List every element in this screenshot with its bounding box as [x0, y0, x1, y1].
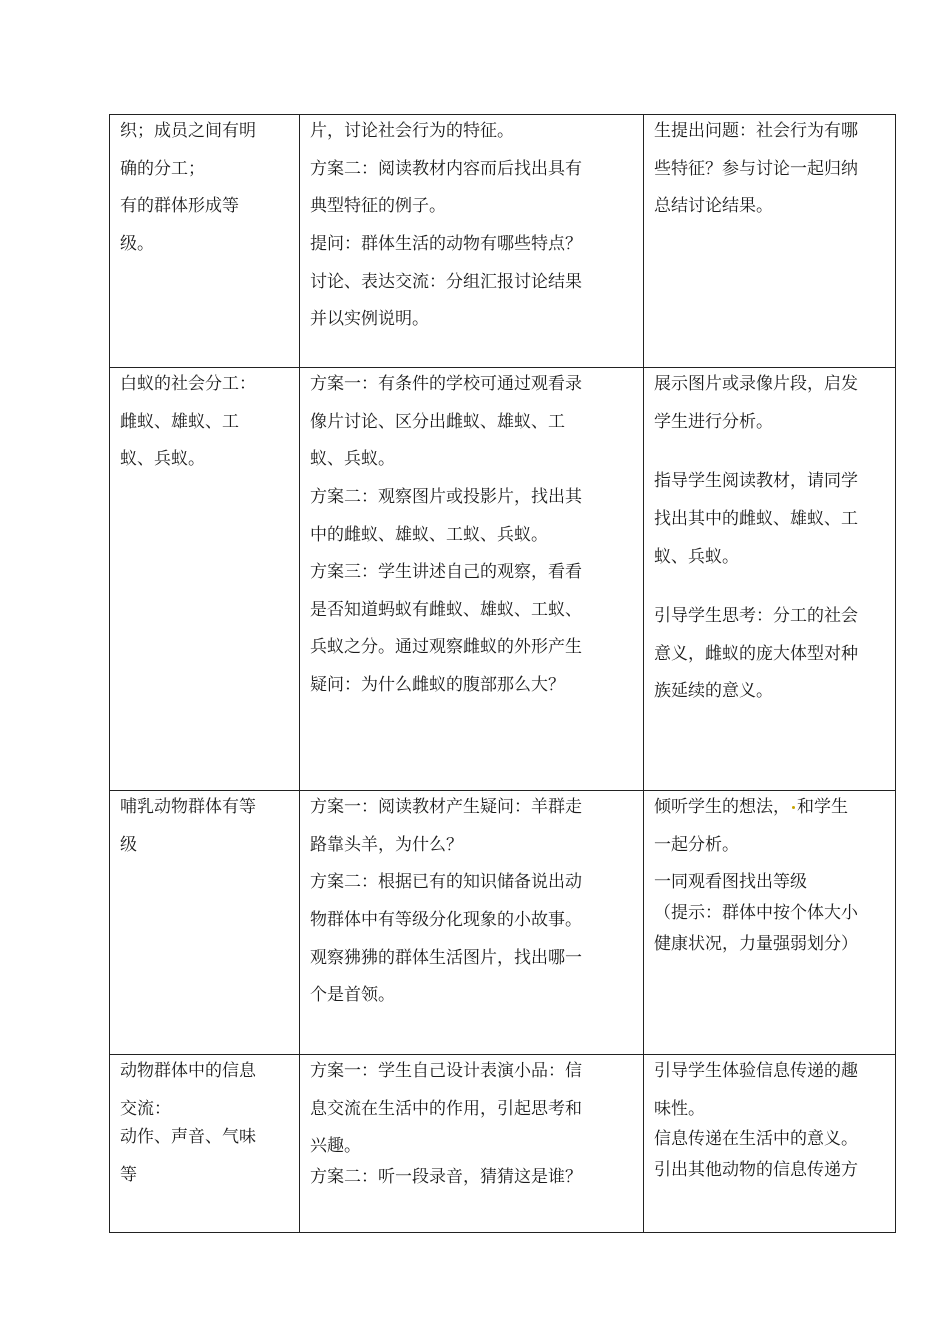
activity-cell: 片，讨论社会行为的特征。 方案二：阅读教材内容而后找出具有 典型特征的例子。 提问：群体生活的动物有哪些特点？ 讨论、表达交流：分组汇报讨论结果 并以实例说明。 [300, 115, 644, 368]
content-cell: 织；成员之间有明 确的分工； 有的群体形成等 级。 [110, 115, 300, 368]
teacher-cell: 生提出问题：社会行为有哪 些特征？参与讨论一起归纳 总结讨论结果。 [644, 115, 896, 368]
table-row [110, 115, 896, 368]
activity-cell: 方案一：有条件的学校可通过观看录 像片讨论、区分出雌蚁、雄蚁、工 蚁、兵蚁。 方案二：观察图片或投影片，找出其 中的雌蚁、雄蚁、工蚁、兵蚁。 方案三：学生讲述自己的观察，看看 是否知道蚂蚁有雌蚁、雄蚁、工蚁、 兵蚁之分。通过观察雌蚁的外形产生 疑问：为什么雌蚁的腹部那么大？ [300, 368, 644, 791]
content-cell: 白蚁的社会分工： 雌蚁、雄蚁、工 蚁、兵蚁。 [110, 368, 300, 791]
table-row [110, 791, 896, 1055]
teacher-cell: 展示图片或录像片段，启发 学生进行分析。 指导学生阅读教材，请同学 找出其中的雌蚁、雄蚁、工 蚁、兵蚁。 引导学生思考：分工的社会 意义，雌蚁的庞大体型对种 族延续的意义。 [644, 368, 896, 791]
activity-cell: 方案一：阅读教材产生疑问：羊群走 路靠头羊，为什么？ 方案二：根据已有的知识储备说出动 物群体中有等级分化现象的小故事。 观察狒狒的群体生活图片，找出哪一 个是首领。 [300, 791, 644, 1055]
content-cell: 哺乳动物群体有等 级 [110, 791, 300, 1055]
table-row [110, 368, 896, 791]
lesson-table [109, 114, 896, 1233]
table-row [110, 1055, 896, 1233]
mark-dot [792, 806, 795, 809]
content-cell: 动物群体中的信息 交流： 动作、声音、气味 等 [110, 1055, 300, 1233]
activity-cell: 方案一：学生自己设计表演小品：信 息交流在生活中的作用，引起思考和 兴趣。 方案二：听一段录音，猜猜这是谁？ [300, 1055, 644, 1233]
teacher-cell: 引导学生体验信息传递的趣 味性。 信息传递在生活中的意义。 引出其他动物的信息传递方 [644, 1055, 896, 1233]
teacher-cell: 倾听学生的想法， 和学生 一起分析。 一同观看图找出等级 （提示：群体中按个体大小 健康状况，力量强弱划分） [644, 791, 896, 1055]
